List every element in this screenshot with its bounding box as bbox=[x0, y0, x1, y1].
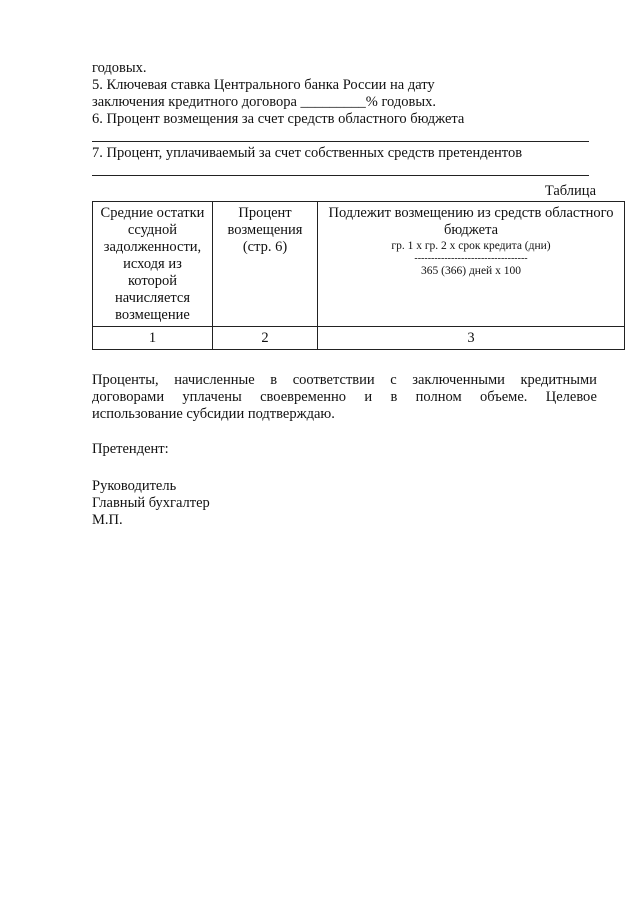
header-cell-percent: Процент возмещения (стр. 6) bbox=[213, 202, 318, 327]
table-caption: Таблица bbox=[544, 183, 596, 199]
paragraph-line-3: использование субсидии подтверждаю. bbox=[92, 406, 335, 422]
confirmation-paragraph bbox=[92, 372, 597, 423]
text-line-2: 5. Ключевая ставка Центрального банка России на дату bbox=[92, 77, 435, 93]
column-number-3: 3 bbox=[318, 327, 625, 350]
text-line-1: годовых. bbox=[92, 60, 147, 76]
table-number-row bbox=[93, 327, 625, 350]
document-body bbox=[92, 60, 624, 529]
fill-in-rule-2 bbox=[92, 162, 624, 179]
accountant-signature-label: Главный бухгалтер bbox=[92, 495, 210, 511]
fill-in-rule-1 bbox=[92, 128, 624, 145]
head-signature-label: Руководитель bbox=[92, 478, 177, 494]
text-line-3: заключения кредитного договора _________% годовых. bbox=[92, 94, 436, 110]
column-number-1: 1 bbox=[93, 327, 213, 350]
header-cell-compensation: Подлежит возмещению из средств областного бюджета гр. 1 х гр. 2 х срок кредита (дни) ---------------------------------- 365 (366) дней х 100 bbox=[318, 202, 625, 327]
paragraph-line-1: Проценты, начисленные в соответствии с заключенными кредитными bbox=[92, 372, 597, 388]
signature-block bbox=[92, 478, 624, 529]
formula-fraction-bar: ---------------------------------- bbox=[414, 253, 528, 264]
formula-numerator: гр. 1 х гр. 2 х срок кредита (дни) bbox=[391, 240, 551, 252]
header-cell-balances: Средние остатки ссудной задолженности, исходя из которой начисляется возмещение bbox=[93, 202, 213, 327]
compensation-table bbox=[92, 201, 625, 350]
applicant-label: Претендент: bbox=[92, 441, 169, 457]
paragraph-line-2: договорами уплачены своевременно и в полном объеме. Целевое bbox=[92, 389, 597, 405]
text-line-4: 6. Процент возмещения за счет средств областного бюджета bbox=[92, 111, 465, 127]
stamp-label: М.П. bbox=[92, 512, 123, 528]
text-line-5: 7. Процент, уплачиваемый за счет собственных средств претендентов bbox=[92, 145, 523, 161]
table-header-row bbox=[93, 202, 625, 327]
formula-denominator: 365 (366) дней х 100 bbox=[421, 265, 521, 277]
column-number-2: 2 bbox=[213, 327, 318, 350]
